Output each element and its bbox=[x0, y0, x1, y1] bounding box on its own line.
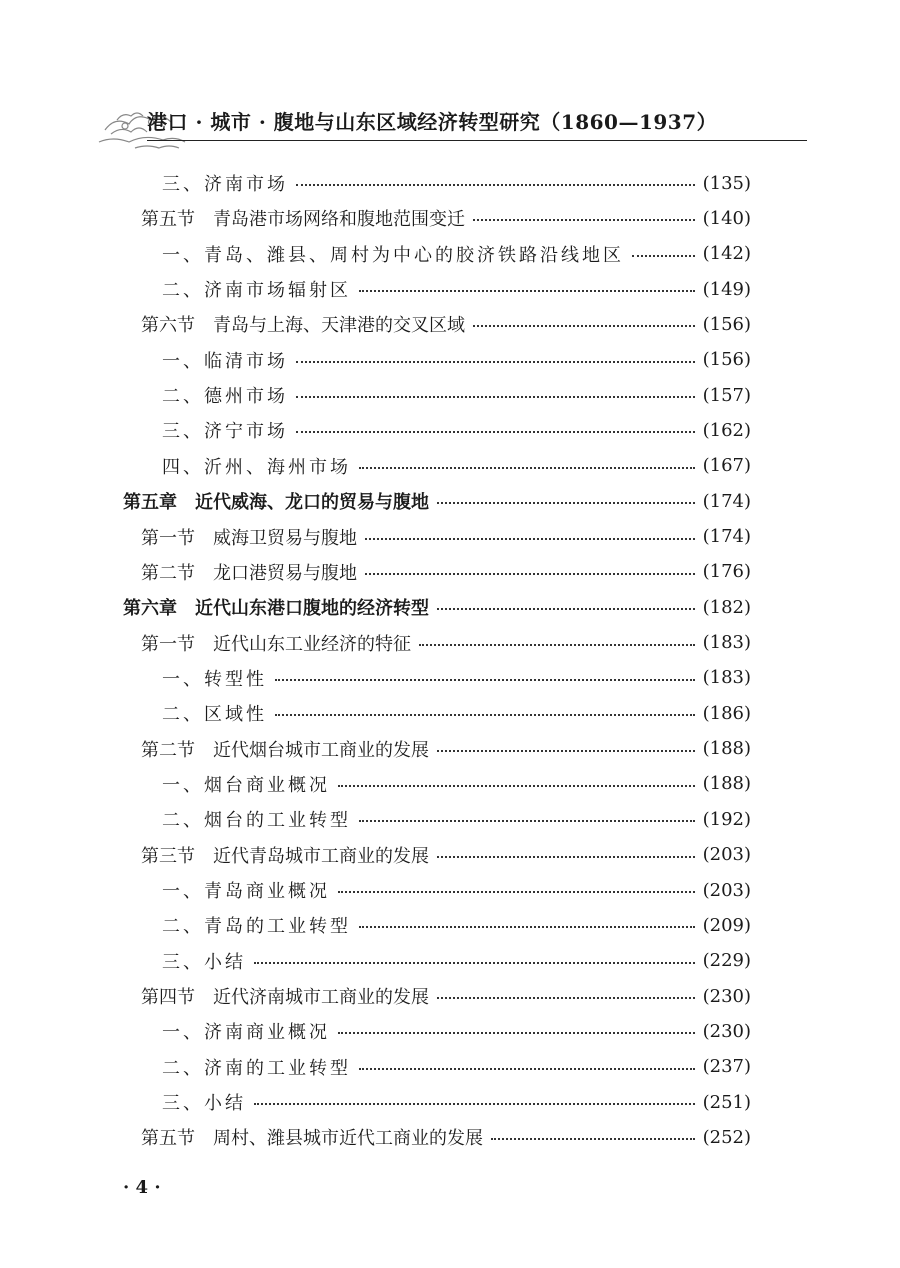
toc-entry-chapter bbox=[123, 486, 751, 516]
toc-entry-title: 第五章 近代威海、龙口的贸易与腹地 bbox=[123, 492, 429, 514]
toc-entry-subsection bbox=[162, 239, 751, 269]
toc-entry-title: 一、转型性 bbox=[162, 668, 267, 690]
toc-leader-dots bbox=[359, 820, 695, 822]
toc-leader-dots bbox=[338, 1032, 695, 1034]
toc-entry-page: (149) bbox=[702, 278, 751, 300]
header-title: 港口 · 城市 · 腹地与山东区域经济转型研究（1860—1937） bbox=[147, 110, 718, 134]
toc-entry-title: 第五节 周村、潍县城市近代工商业的发展 bbox=[141, 1128, 483, 1150]
toc-entry-title: 第六章 近代山东港口腹地的经济转型 bbox=[123, 598, 429, 620]
toc-leader-dots bbox=[419, 644, 695, 646]
toc-entry-subsection bbox=[162, 451, 751, 481]
toc-entry-title: 第一节 近代山东工业经济的特征 bbox=[141, 633, 411, 655]
toc-entry-title: 三、小结 bbox=[162, 1093, 246, 1115]
toc-entry-page: (140) bbox=[702, 207, 751, 229]
toc-entry-title: 一、济南商业概况 bbox=[162, 1022, 330, 1044]
running-header bbox=[95, 90, 815, 160]
toc-entry-subsection bbox=[162, 946, 751, 976]
toc-entry-page: (229) bbox=[702, 950, 751, 972]
toc-entry-section bbox=[141, 734, 751, 764]
toc-entry-subsection bbox=[162, 380, 751, 410]
toc-entry-page: (251) bbox=[702, 1091, 751, 1113]
toc-entry-page: (176) bbox=[702, 561, 751, 583]
toc-entry-title: 第三节 近代青岛城市工商业的发展 bbox=[141, 845, 429, 867]
toc-entry-title: 二、德州市场 bbox=[162, 386, 288, 408]
toc-entry-title: 二、青岛的工业转型 bbox=[162, 916, 351, 938]
toc-leader-dots bbox=[473, 219, 695, 221]
toc-entry-subsection bbox=[162, 274, 751, 304]
toc-entry-page: (203) bbox=[702, 879, 751, 901]
toc-entry-page: (230) bbox=[702, 985, 751, 1007]
page-number: · 4 · bbox=[123, 1177, 161, 1198]
toc-entry-page: (209) bbox=[702, 914, 751, 936]
toc-entry-title: 第五节 青岛港市场网络和腹地范围变迁 bbox=[141, 209, 465, 231]
toc-leader-dots bbox=[296, 431, 695, 433]
toc-entry-page: (237) bbox=[702, 1056, 751, 1078]
toc-leader-dots bbox=[275, 714, 695, 716]
toc-entry-title: 二、济南市场辐射区 bbox=[162, 280, 351, 302]
toc-entry-title: 第六节 青岛与上海、天津港的交叉区域 bbox=[141, 315, 465, 337]
toc-entry-subsection bbox=[162, 698, 751, 728]
toc-entry-subsection bbox=[162, 415, 751, 445]
toc-entry-page: (157) bbox=[702, 384, 751, 406]
toc-leader-dots bbox=[275, 679, 695, 681]
toc-entry-section bbox=[141, 981, 751, 1011]
toc-entry-title: 第二节 龙口港贸易与腹地 bbox=[141, 562, 357, 584]
toc-entry-section bbox=[141, 1122, 751, 1152]
toc-entry-page: (252) bbox=[702, 1126, 751, 1148]
toc-leader-dots bbox=[437, 502, 695, 504]
toc-leader-dots bbox=[296, 396, 695, 398]
toc-entry-page: (183) bbox=[702, 632, 751, 654]
toc-entry-page: (135) bbox=[702, 172, 751, 194]
toc-leader-dots bbox=[296, 184, 695, 186]
toc-leader-dots bbox=[296, 361, 695, 363]
toc-leader-dots bbox=[437, 750, 695, 752]
toc-entry-subsection bbox=[162, 875, 751, 905]
toc-entry-title: 二、烟台的工业转型 bbox=[162, 810, 351, 832]
toc-entry-page: (183) bbox=[702, 667, 751, 689]
toc-entry-subsection bbox=[162, 168, 751, 198]
toc-leader-dots bbox=[632, 255, 695, 257]
toc-entry-subsection bbox=[162, 1052, 751, 1082]
toc-leader-dots bbox=[437, 856, 695, 858]
toc-entry-subsection bbox=[162, 1016, 751, 1046]
toc-entry-chapter bbox=[123, 592, 751, 622]
toc-entry-subsection bbox=[162, 663, 751, 693]
toc-leader-dots bbox=[437, 608, 695, 610]
toc-entry-title: 三、小结 bbox=[162, 951, 246, 973]
toc-entry-title: 三、济宁市场 bbox=[162, 421, 288, 443]
toc-entry-page: (142) bbox=[702, 243, 751, 265]
toc-entry-page: (174) bbox=[702, 526, 751, 547]
toc-entry-title: 第四节 近代济南城市工商业的发展 bbox=[141, 987, 429, 1009]
toc-entry-page: (188) bbox=[702, 738, 751, 760]
toc-entry-title: 二、区域性 bbox=[162, 704, 267, 726]
toc-leader-dots bbox=[338, 891, 695, 893]
toc-leader-dots bbox=[437, 997, 695, 999]
toc-leader-dots bbox=[338, 785, 695, 787]
toc-entry-subsection bbox=[162, 910, 751, 940]
toc-leader-dots bbox=[473, 325, 695, 327]
toc-entry-section bbox=[141, 522, 751, 552]
toc-entry-section bbox=[141, 628, 751, 658]
toc-entry-title: 第一节 威海卫贸易与腹地 bbox=[141, 527, 357, 549]
toc-entry-section bbox=[141, 840, 751, 870]
toc-leader-dots bbox=[365, 538, 695, 540]
toc-entry-page: (156) bbox=[702, 313, 751, 335]
toc-leader-dots bbox=[359, 926, 695, 928]
toc-entry-page: (186) bbox=[702, 702, 751, 724]
toc-leader-dots bbox=[359, 290, 695, 292]
toc-entry-subsection bbox=[162, 1087, 751, 1117]
toc-leader-dots bbox=[254, 1103, 695, 1105]
toc-entry-title: 第二节 近代烟台城市工商业的发展 bbox=[141, 739, 429, 761]
toc-entry-section bbox=[141, 203, 751, 233]
toc-entry-section bbox=[141, 557, 751, 587]
toc-entry-page: (203) bbox=[702, 844, 751, 866]
toc-entry-page: (188) bbox=[702, 773, 751, 795]
toc-entry-page: (156) bbox=[702, 349, 751, 371]
toc-entry-title: 三、济南市场 bbox=[162, 174, 288, 195]
toc-entry-page: (162) bbox=[702, 419, 751, 441]
toc-entry-page: (192) bbox=[702, 808, 751, 830]
toc-entry-page: (182) bbox=[702, 596, 751, 618]
toc-leader-dots bbox=[359, 1068, 695, 1070]
toc-leader-dots bbox=[254, 962, 695, 964]
toc-entry-title: 一、青岛商业概况 bbox=[162, 881, 330, 902]
toc-leader-dots bbox=[359, 467, 695, 469]
toc-entry-page: (167) bbox=[702, 455, 751, 477]
toc-entry-page: (174) bbox=[702, 490, 751, 512]
toc-entry-subsection bbox=[162, 769, 751, 799]
toc-entry-section bbox=[141, 309, 751, 339]
toc-leader-dots bbox=[491, 1138, 695, 1140]
toc-entry-title: 四、沂州、海州市场 bbox=[162, 456, 351, 478]
header-rule bbox=[147, 140, 807, 141]
toc-entry-title: 一、青岛、潍县、周村为中心的胶济铁路沿线地区 bbox=[162, 244, 624, 266]
toc-entry-title: 一、烟台商业概况 bbox=[162, 774, 330, 796]
toc-entry-title: 二、济南的工业转型 bbox=[162, 1057, 351, 1079]
toc-entry-subsection bbox=[162, 804, 751, 834]
toc-leader-dots bbox=[365, 573, 695, 575]
toc-entry-page: (230) bbox=[702, 1020, 751, 1042]
toc-entry-subsection bbox=[162, 345, 751, 375]
toc-entry-title: 一、临清市场 bbox=[162, 350, 288, 372]
